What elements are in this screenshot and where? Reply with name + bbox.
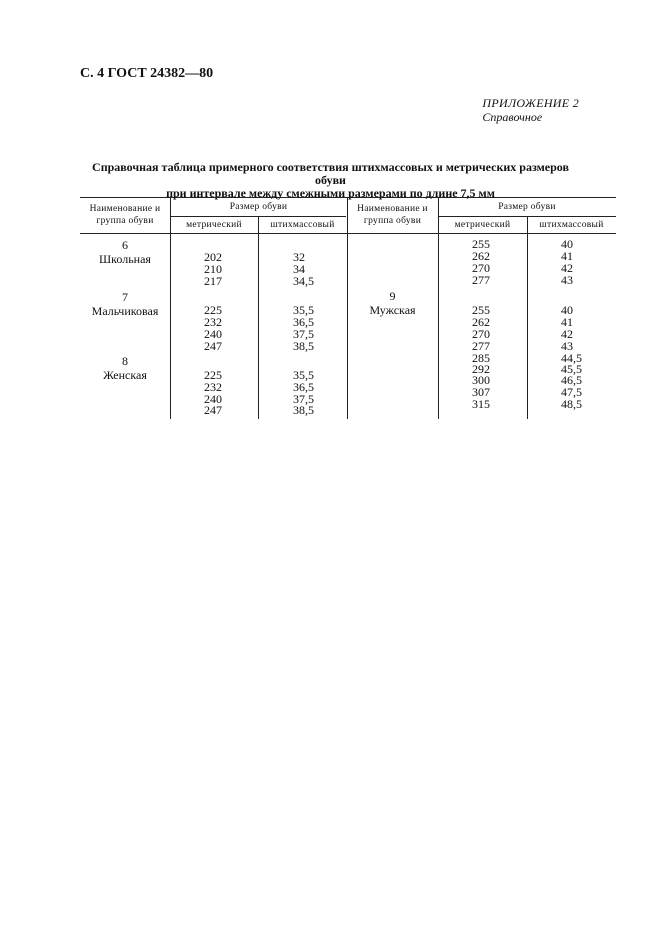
cell-metric: 277 — [472, 339, 490, 353]
cell-stich: 36,5 — [293, 380, 314, 394]
cell-metric: 255 — [472, 237, 490, 251]
group-6 — [80, 238, 170, 266]
cell-metric: 285 — [472, 351, 490, 365]
group-8 — [80, 354, 170, 382]
cell-metric: 315 — [472, 397, 490, 411]
cell-metric: 270 — [472, 261, 490, 275]
cell-metric: 270 — [472, 327, 490, 341]
group-number: 7 — [122, 290, 128, 304]
cell-metric: 217 — [204, 274, 222, 288]
cell-stich: 38,5 — [293, 403, 314, 417]
header-size-left: Размер обуви — [229, 202, 288, 212]
header-subdivider-left — [170, 216, 258, 217]
cell-stich: 42 — [561, 261, 573, 275]
cell-stich: 43 — [561, 339, 573, 353]
cell-stich: 47,5 — [561, 385, 582, 399]
cell-metric: 262 — [472, 249, 490, 263]
cell-stich: 36,5 — [293, 315, 314, 329]
group-7 — [80, 290, 170, 318]
cell-stich: 34 — [293, 262, 305, 276]
cell-metric: 225 — [204, 303, 222, 317]
group-number: 6 — [122, 238, 128, 252]
cell-metric: 300 — [472, 373, 490, 387]
size-correspondence-table — [80, 197, 616, 419]
cell-metric: 240 — [204, 327, 222, 341]
table-top-border — [80, 197, 616, 198]
cell-stich: 48,5 — [561, 397, 582, 411]
header-bottom-border — [80, 233, 616, 234]
appendix-label — [482, 96, 579, 124]
cell-metric: 277 — [472, 273, 490, 287]
cell-stich: 38,5 — [293, 339, 314, 353]
header-stich-left: штихмассовый — [270, 220, 335, 230]
cell-metric: 210 — [204, 262, 222, 276]
header-stich-right: штихмассовый — [539, 220, 604, 230]
group-name: Мальчиковая — [91, 304, 159, 318]
cell-metric: 225 — [204, 368, 222, 382]
table-title-line1: Справочная таблица примерного соответствия штихмассовых и метрических размеров обуви — [92, 160, 569, 187]
group-number: 8 — [122, 354, 128, 368]
cell-metric: 247 — [204, 339, 222, 353]
cell-stich: 40 — [561, 303, 573, 317]
cell-stich: 42 — [561, 327, 573, 341]
cell-stich: 45,5 — [561, 362, 582, 376]
group-9 — [347, 289, 438, 317]
page-header: С. 4 ГОСТ 24382—80 — [80, 66, 214, 81]
header-size-right: Размер обуви — [498, 202, 556, 212]
cell-stich: 40 — [561, 237, 573, 251]
group-name: Школьная — [99, 252, 151, 266]
cell-stich: 41 — [561, 249, 573, 263]
group-name: Мужская — [369, 303, 416, 317]
cell-metric: 307 — [472, 385, 490, 399]
cell-stich: 44,5 — [561, 351, 582, 365]
header-metric-right: метрический — [454, 220, 511, 230]
cell-stich: 37,5 — [293, 327, 314, 341]
group-number: 9 — [389, 289, 396, 303]
cell-metric: 247 — [204, 403, 222, 417]
group-name: Женская — [103, 368, 147, 382]
cell-stich: 43 — [561, 273, 573, 287]
cell-stich: 32 — [293, 250, 305, 264]
cell-stich: 35,5 — [293, 368, 314, 382]
cell-metric: 292 — [472, 362, 490, 376]
cell-stich: 41 — [561, 315, 573, 329]
cell-metric: 232 — [204, 380, 222, 394]
cell-stich: 37,5 — [293, 392, 314, 406]
appendix-title: ПРИЛОЖЕНИЕ 2 — [482, 96, 579, 110]
col-divider-5 — [527, 216, 528, 419]
cell-metric: 232 — [204, 315, 222, 329]
cell-stich: 46,5 — [561, 373, 582, 387]
cell-metric: 240 — [204, 392, 222, 406]
cell-metric: 262 — [472, 315, 490, 329]
header-subdivider-left-2 — [258, 216, 346, 217]
cell-metric: 202 — [204, 250, 222, 264]
cell-stich: 35,5 — [293, 303, 314, 317]
header-name-group-right: Наименование и группа обуви — [357, 204, 428, 226]
table-title — [80, 161, 581, 200]
header-metric-left: метрический — [186, 220, 242, 230]
cell-metric: 255 — [472, 303, 490, 317]
col-divider-2 — [258, 216, 259, 419]
header-name-group-left: Наименование и группа обуви — [89, 204, 161, 226]
cell-stich: 34,5 — [293, 274, 314, 288]
appendix-kind: Справочное — [482, 110, 543, 124]
table-title-line2: при интервале между смежными размерами по длине 7,5 мм — [166, 186, 495, 200]
